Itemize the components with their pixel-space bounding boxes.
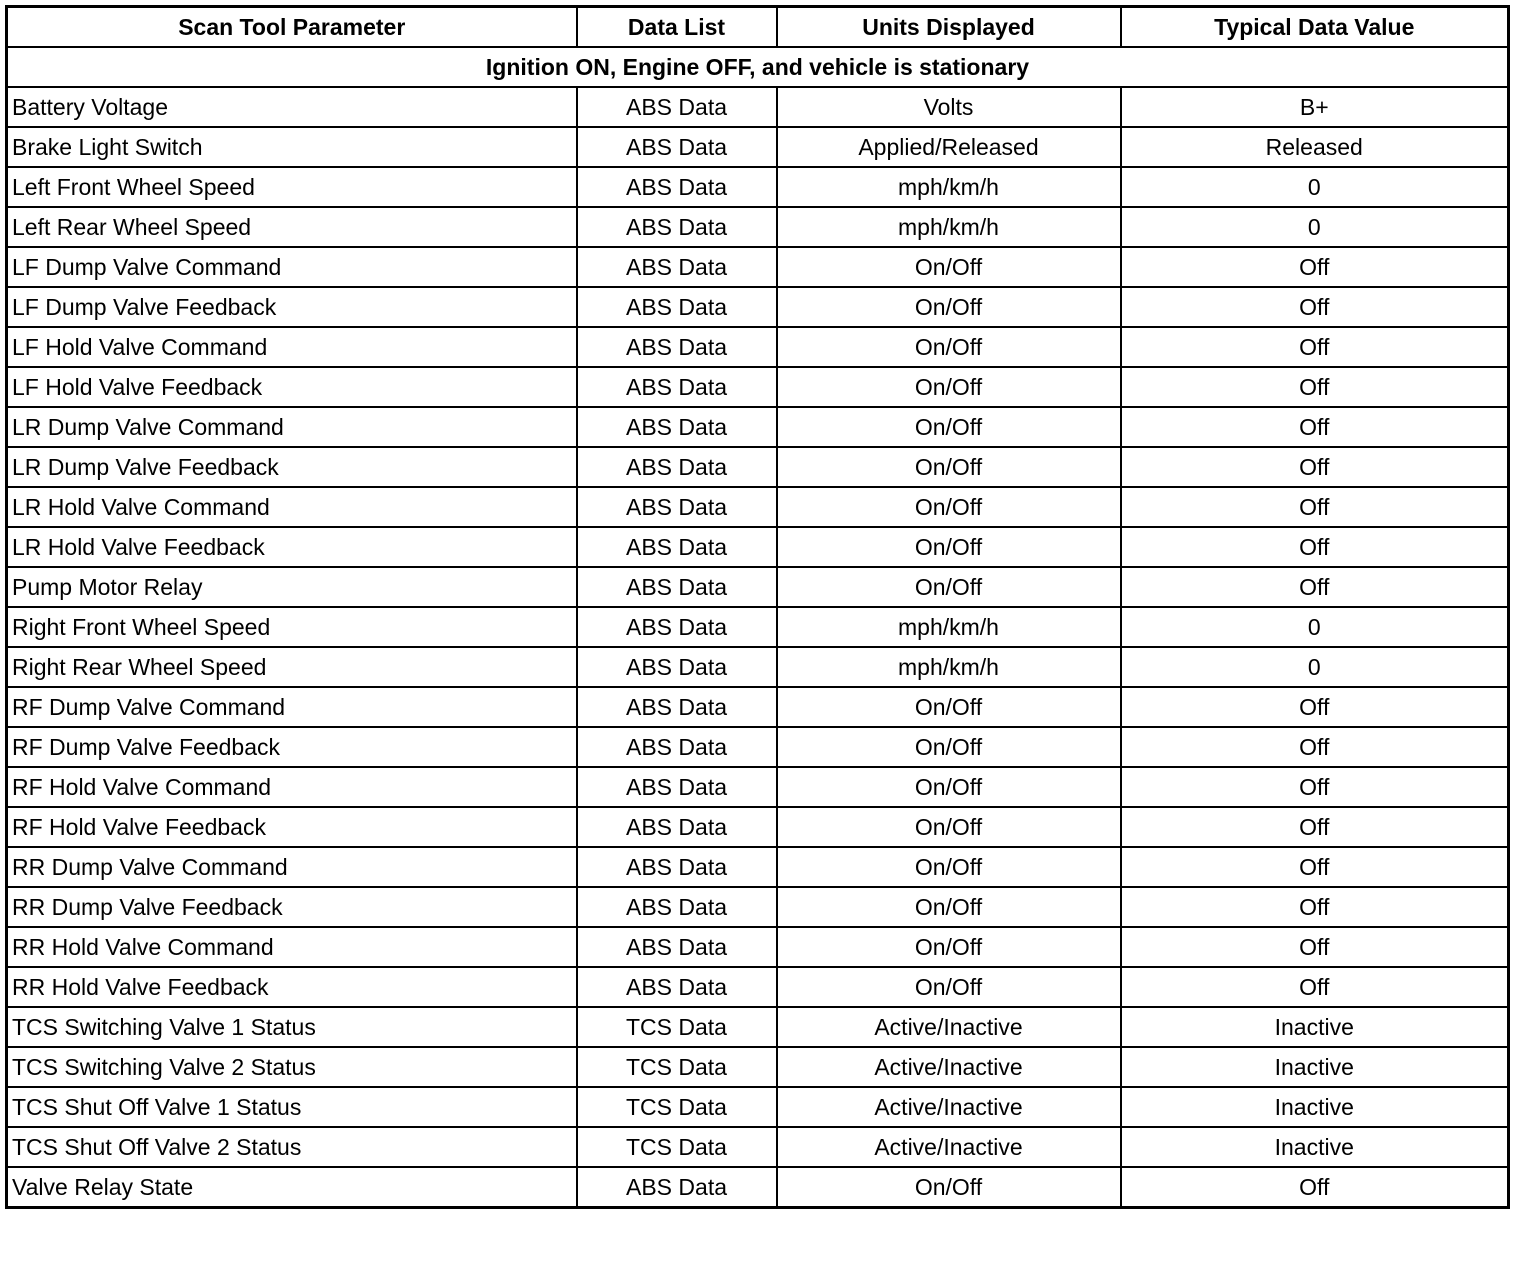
- cell-data-list: ABS Data: [577, 287, 777, 327]
- cell-parameter: RF Dump Valve Feedback: [7, 727, 577, 767]
- cell-typical-data-value: Released: [1121, 127, 1509, 167]
- table-row: [7, 767, 1509, 807]
- cell-data-list: ABS Data: [577, 527, 777, 567]
- cell-units-displayed: On/Off: [777, 767, 1121, 807]
- cell-data-list: ABS Data: [577, 87, 777, 127]
- condition-label: Ignition ON, Engine OFF, and vehicle is stationary: [7, 47, 1509, 87]
- cell-units-displayed: mph/km/h: [777, 647, 1121, 687]
- cell-units-displayed: On/Off: [777, 727, 1121, 767]
- cell-parameter: RF Hold Valve Command: [7, 767, 577, 807]
- cell-data-list: TCS Data: [577, 1087, 777, 1127]
- cell-parameter: Brake Light Switch: [7, 127, 577, 167]
- cell-typical-data-value: Off: [1121, 807, 1509, 847]
- cell-typical-data-value: Inactive: [1121, 1007, 1509, 1047]
- cell-typical-data-value: B+: [1121, 87, 1509, 127]
- cell-data-list: ABS Data: [577, 847, 777, 887]
- table-row: [7, 447, 1509, 487]
- cell-data-list: ABS Data: [577, 327, 777, 367]
- cell-data-list: TCS Data: [577, 1127, 777, 1167]
- cell-units-displayed: On/Off: [777, 1167, 1121, 1208]
- table-row: [7, 1007, 1509, 1047]
- cell-parameter: TCS Shut Off Valve 1 Status: [7, 1087, 577, 1127]
- cell-parameter: TCS Switching Valve 2 Status: [7, 1047, 577, 1087]
- cell-parameter: LR Hold Valve Command: [7, 487, 577, 527]
- cell-units-displayed: Active/Inactive: [777, 1087, 1121, 1127]
- cell-typical-data-value: Off: [1121, 367, 1509, 407]
- cell-units-displayed: mph/km/h: [777, 207, 1121, 247]
- cell-parameter: Right Front Wheel Speed: [7, 607, 577, 647]
- cell-typical-data-value: Off: [1121, 767, 1509, 807]
- scan-tool-data-sheet: [5, 5, 1507, 1209]
- cell-parameter: RR Hold Valve Command: [7, 927, 577, 967]
- cell-units-displayed: On/Off: [777, 247, 1121, 287]
- header-data-list: Data List: [577, 7, 777, 48]
- cell-parameter: LR Dump Valve Command: [7, 407, 577, 447]
- cell-parameter: LR Dump Valve Feedback: [7, 447, 577, 487]
- cell-typical-data-value: Off: [1121, 967, 1509, 1007]
- cell-units-displayed: On/Off: [777, 447, 1121, 487]
- cell-typical-data-value: 0: [1121, 607, 1509, 647]
- cell-data-list: ABS Data: [577, 887, 777, 927]
- cell-data-list: ABS Data: [577, 407, 777, 447]
- cell-data-list: ABS Data: [577, 647, 777, 687]
- table-row: [7, 607, 1509, 647]
- cell-data-list: ABS Data: [577, 487, 777, 527]
- header-row: [7, 7, 1509, 48]
- cell-data-list: ABS Data: [577, 447, 777, 487]
- cell-parameter: Left Rear Wheel Speed: [7, 207, 577, 247]
- table-row: [7, 127, 1509, 167]
- cell-units-displayed: On/Off: [777, 287, 1121, 327]
- cell-parameter: LR Hold Valve Feedback: [7, 527, 577, 567]
- cell-data-list: TCS Data: [577, 1007, 777, 1047]
- cell-parameter: Battery Voltage: [7, 87, 577, 127]
- cell-parameter: TCS Shut Off Valve 2 Status: [7, 1127, 577, 1167]
- table-row: [7, 887, 1509, 927]
- cell-typical-data-value: 0: [1121, 167, 1509, 207]
- table-header: [7, 7, 1509, 48]
- cell-units-displayed: Applied/Released: [777, 127, 1121, 167]
- table-row: [7, 567, 1509, 607]
- cell-parameter: LF Dump Valve Command: [7, 247, 577, 287]
- cell-typical-data-value: Off: [1121, 847, 1509, 887]
- cell-typical-data-value: 0: [1121, 647, 1509, 687]
- cell-data-list: ABS Data: [577, 1167, 777, 1208]
- cell-units-displayed: On/Off: [777, 687, 1121, 727]
- cell-units-displayed: On/Off: [777, 487, 1121, 527]
- table-row: [7, 87, 1509, 127]
- cell-data-list: ABS Data: [577, 247, 777, 287]
- cell-units-displayed: On/Off: [777, 367, 1121, 407]
- cell-typical-data-value: Off: [1121, 567, 1509, 607]
- table-row: [7, 367, 1509, 407]
- cell-parameter: RR Dump Valve Command: [7, 847, 577, 887]
- cell-units-displayed: On/Off: [777, 967, 1121, 1007]
- cell-data-list: ABS Data: [577, 567, 777, 607]
- cell-units-displayed: mph/km/h: [777, 167, 1121, 207]
- table-body: [7, 47, 1509, 1208]
- header-scan-tool-parameter: Scan Tool Parameter: [7, 7, 577, 48]
- cell-data-list: ABS Data: [577, 207, 777, 247]
- cell-data-list: ABS Data: [577, 807, 777, 847]
- cell-typical-data-value: Off: [1121, 407, 1509, 447]
- table-row: [7, 727, 1509, 767]
- table-row: [7, 1087, 1509, 1127]
- cell-typical-data-value: Off: [1121, 487, 1509, 527]
- cell-units-displayed: On/Off: [777, 407, 1121, 447]
- table-row: [7, 687, 1509, 727]
- cell-parameter: RF Hold Valve Feedback: [7, 807, 577, 847]
- cell-parameter: Valve Relay State: [7, 1167, 577, 1208]
- cell-typical-data-value: Off: [1121, 887, 1509, 927]
- cell-data-list: ABS Data: [577, 927, 777, 967]
- cell-typical-data-value: Inactive: [1121, 1087, 1509, 1127]
- cell-units-displayed: Active/Inactive: [777, 1127, 1121, 1167]
- cell-data-list: ABS Data: [577, 367, 777, 407]
- cell-data-list: ABS Data: [577, 127, 777, 167]
- table-row: [7, 847, 1509, 887]
- cell-units-displayed: Active/Inactive: [777, 1047, 1121, 1087]
- cell-typical-data-value: Off: [1121, 927, 1509, 967]
- condition-row: [7, 47, 1509, 87]
- cell-units-displayed: Active/Inactive: [777, 1007, 1121, 1047]
- cell-parameter: LF Dump Valve Feedback: [7, 287, 577, 327]
- table-row: [7, 167, 1509, 207]
- cell-data-list: ABS Data: [577, 607, 777, 647]
- table-row: [7, 527, 1509, 567]
- table-row: [7, 207, 1509, 247]
- cell-units-displayed: On/Off: [777, 567, 1121, 607]
- table-row: [7, 1167, 1509, 1208]
- table-row: [7, 647, 1509, 687]
- cell-units-displayed: mph/km/h: [777, 607, 1121, 647]
- cell-data-list: ABS Data: [577, 727, 777, 767]
- cell-units-displayed: On/Off: [777, 527, 1121, 567]
- cell-parameter: RR Hold Valve Feedback: [7, 967, 577, 1007]
- cell-units-displayed: On/Off: [777, 327, 1121, 367]
- cell-typical-data-value: Off: [1121, 1167, 1509, 1208]
- cell-units-displayed: On/Off: [777, 807, 1121, 847]
- table-row: [7, 1127, 1509, 1167]
- header-units-displayed: Units Displayed: [777, 7, 1121, 48]
- header-typical-data-value: Typical Data Value: [1121, 7, 1509, 48]
- cell-typical-data-value: Off: [1121, 687, 1509, 727]
- table-row: [7, 407, 1509, 447]
- cell-units-displayed: On/Off: [777, 887, 1121, 927]
- cell-parameter: Left Front Wheel Speed: [7, 167, 577, 207]
- cell-units-displayed: Volts: [777, 87, 1121, 127]
- cell-typical-data-value: Off: [1121, 327, 1509, 367]
- cell-data-list: ABS Data: [577, 687, 777, 727]
- cell-units-displayed: On/Off: [777, 847, 1121, 887]
- table-row: [7, 487, 1509, 527]
- table-row: [7, 287, 1509, 327]
- cell-typical-data-value: Off: [1121, 247, 1509, 287]
- cell-parameter: LF Hold Valve Feedback: [7, 367, 577, 407]
- cell-parameter: LF Hold Valve Command: [7, 327, 577, 367]
- cell-data-list: ABS Data: [577, 167, 777, 207]
- cell-parameter: Right Rear Wheel Speed: [7, 647, 577, 687]
- table-row: [7, 967, 1509, 1007]
- table-row: [7, 327, 1509, 367]
- cell-typical-data-value: Inactive: [1121, 1127, 1509, 1167]
- cell-units-displayed: On/Off: [777, 927, 1121, 967]
- scan-tool-data-table: [5, 5, 1510, 1209]
- table-row: [7, 1047, 1509, 1087]
- cell-typical-data-value: Off: [1121, 447, 1509, 487]
- cell-data-list: ABS Data: [577, 767, 777, 807]
- cell-data-list: ABS Data: [577, 967, 777, 1007]
- cell-typical-data-value: Inactive: [1121, 1047, 1509, 1087]
- cell-typical-data-value: Off: [1121, 527, 1509, 567]
- table-row: [7, 927, 1509, 967]
- cell-typical-data-value: Off: [1121, 287, 1509, 327]
- table-row: [7, 247, 1509, 287]
- cell-data-list: TCS Data: [577, 1047, 777, 1087]
- cell-parameter: RF Dump Valve Command: [7, 687, 577, 727]
- table-row: [7, 807, 1509, 847]
- cell-parameter: Pump Motor Relay: [7, 567, 577, 607]
- cell-parameter: RR Dump Valve Feedback: [7, 887, 577, 927]
- cell-typical-data-value: 0: [1121, 207, 1509, 247]
- cell-typical-data-value: Off: [1121, 727, 1509, 767]
- cell-parameter: TCS Switching Valve 1 Status: [7, 1007, 577, 1047]
